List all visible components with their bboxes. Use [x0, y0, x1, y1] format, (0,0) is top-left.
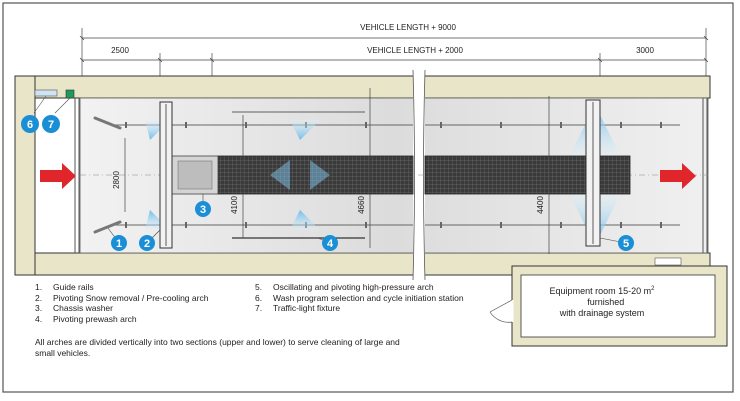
dim-right-label: 3000 — [636, 46, 654, 55]
legend-right — [255, 282, 475, 314]
legend-left — [35, 282, 208, 324]
program-selection-station — [35, 90, 57, 96]
legend-item: 4. Pivoting prewash arch — [35, 313, 137, 324]
callout-3 — [195, 201, 211, 217]
dim-middle-label: VEHICLE LENGTH + 2000 — [367, 46, 463, 55]
dim-left-label: 2500 — [111, 46, 129, 55]
dim-total-label: VEHICLE LENGTH + 9000 — [360, 23, 456, 32]
callout-1 — [111, 235, 127, 251]
dim-v4-label: 4400 — [536, 196, 545, 214]
dim-v2-label: 4100 — [230, 196, 239, 214]
svg-text:2: 2 — [143, 238, 151, 250]
arch-snow-removal — [160, 102, 172, 248]
dim-v3-label: 4660 — [357, 196, 366, 214]
svg-text:1: 1 — [115, 238, 123, 250]
callout-7 — [42, 115, 60, 133]
svg-text:3: 3 — [199, 204, 207, 216]
arches-note: All arches are divided vertically into two sections (upper and lower) to serve cleaning of large and small vehicles. — [35, 337, 400, 358]
equipment-room-label: Equipment room 15-20 $m^2$ furnished with drainage system — [549, 286, 655, 318]
legend-item: 6. Wash program selection and cycle initiation station — [255, 292, 464, 303]
arch-high-pressure — [586, 100, 600, 246]
callout-4 — [322, 235, 338, 251]
svg-text:4: 4 — [326, 238, 334, 250]
legend-item: 1. Guide rails — [35, 282, 94, 292]
svg-text:5: 5 — [622, 238, 630, 250]
callout-5 — [618, 235, 634, 251]
dim-v1-label: 2800 — [112, 171, 121, 189]
svg-text:7: 7 — [47, 119, 55, 131]
legend-item: 3. Chassis washer — [35, 303, 113, 313]
legend-item: 2. Pivoting Snow removal / Pre-cooling arch — [35, 292, 209, 303]
callout-2 — [139, 235, 155, 251]
svg-text:6: 6 — [26, 119, 34, 131]
legend-item: 5. Oscillating and pivoting high-pressure arch — [255, 282, 434, 292]
callout-6 — [21, 115, 39, 133]
traffic-light-fixture — [66, 90, 74, 98]
legend-item: 7. Traffic-light fixture — [255, 303, 341, 313]
